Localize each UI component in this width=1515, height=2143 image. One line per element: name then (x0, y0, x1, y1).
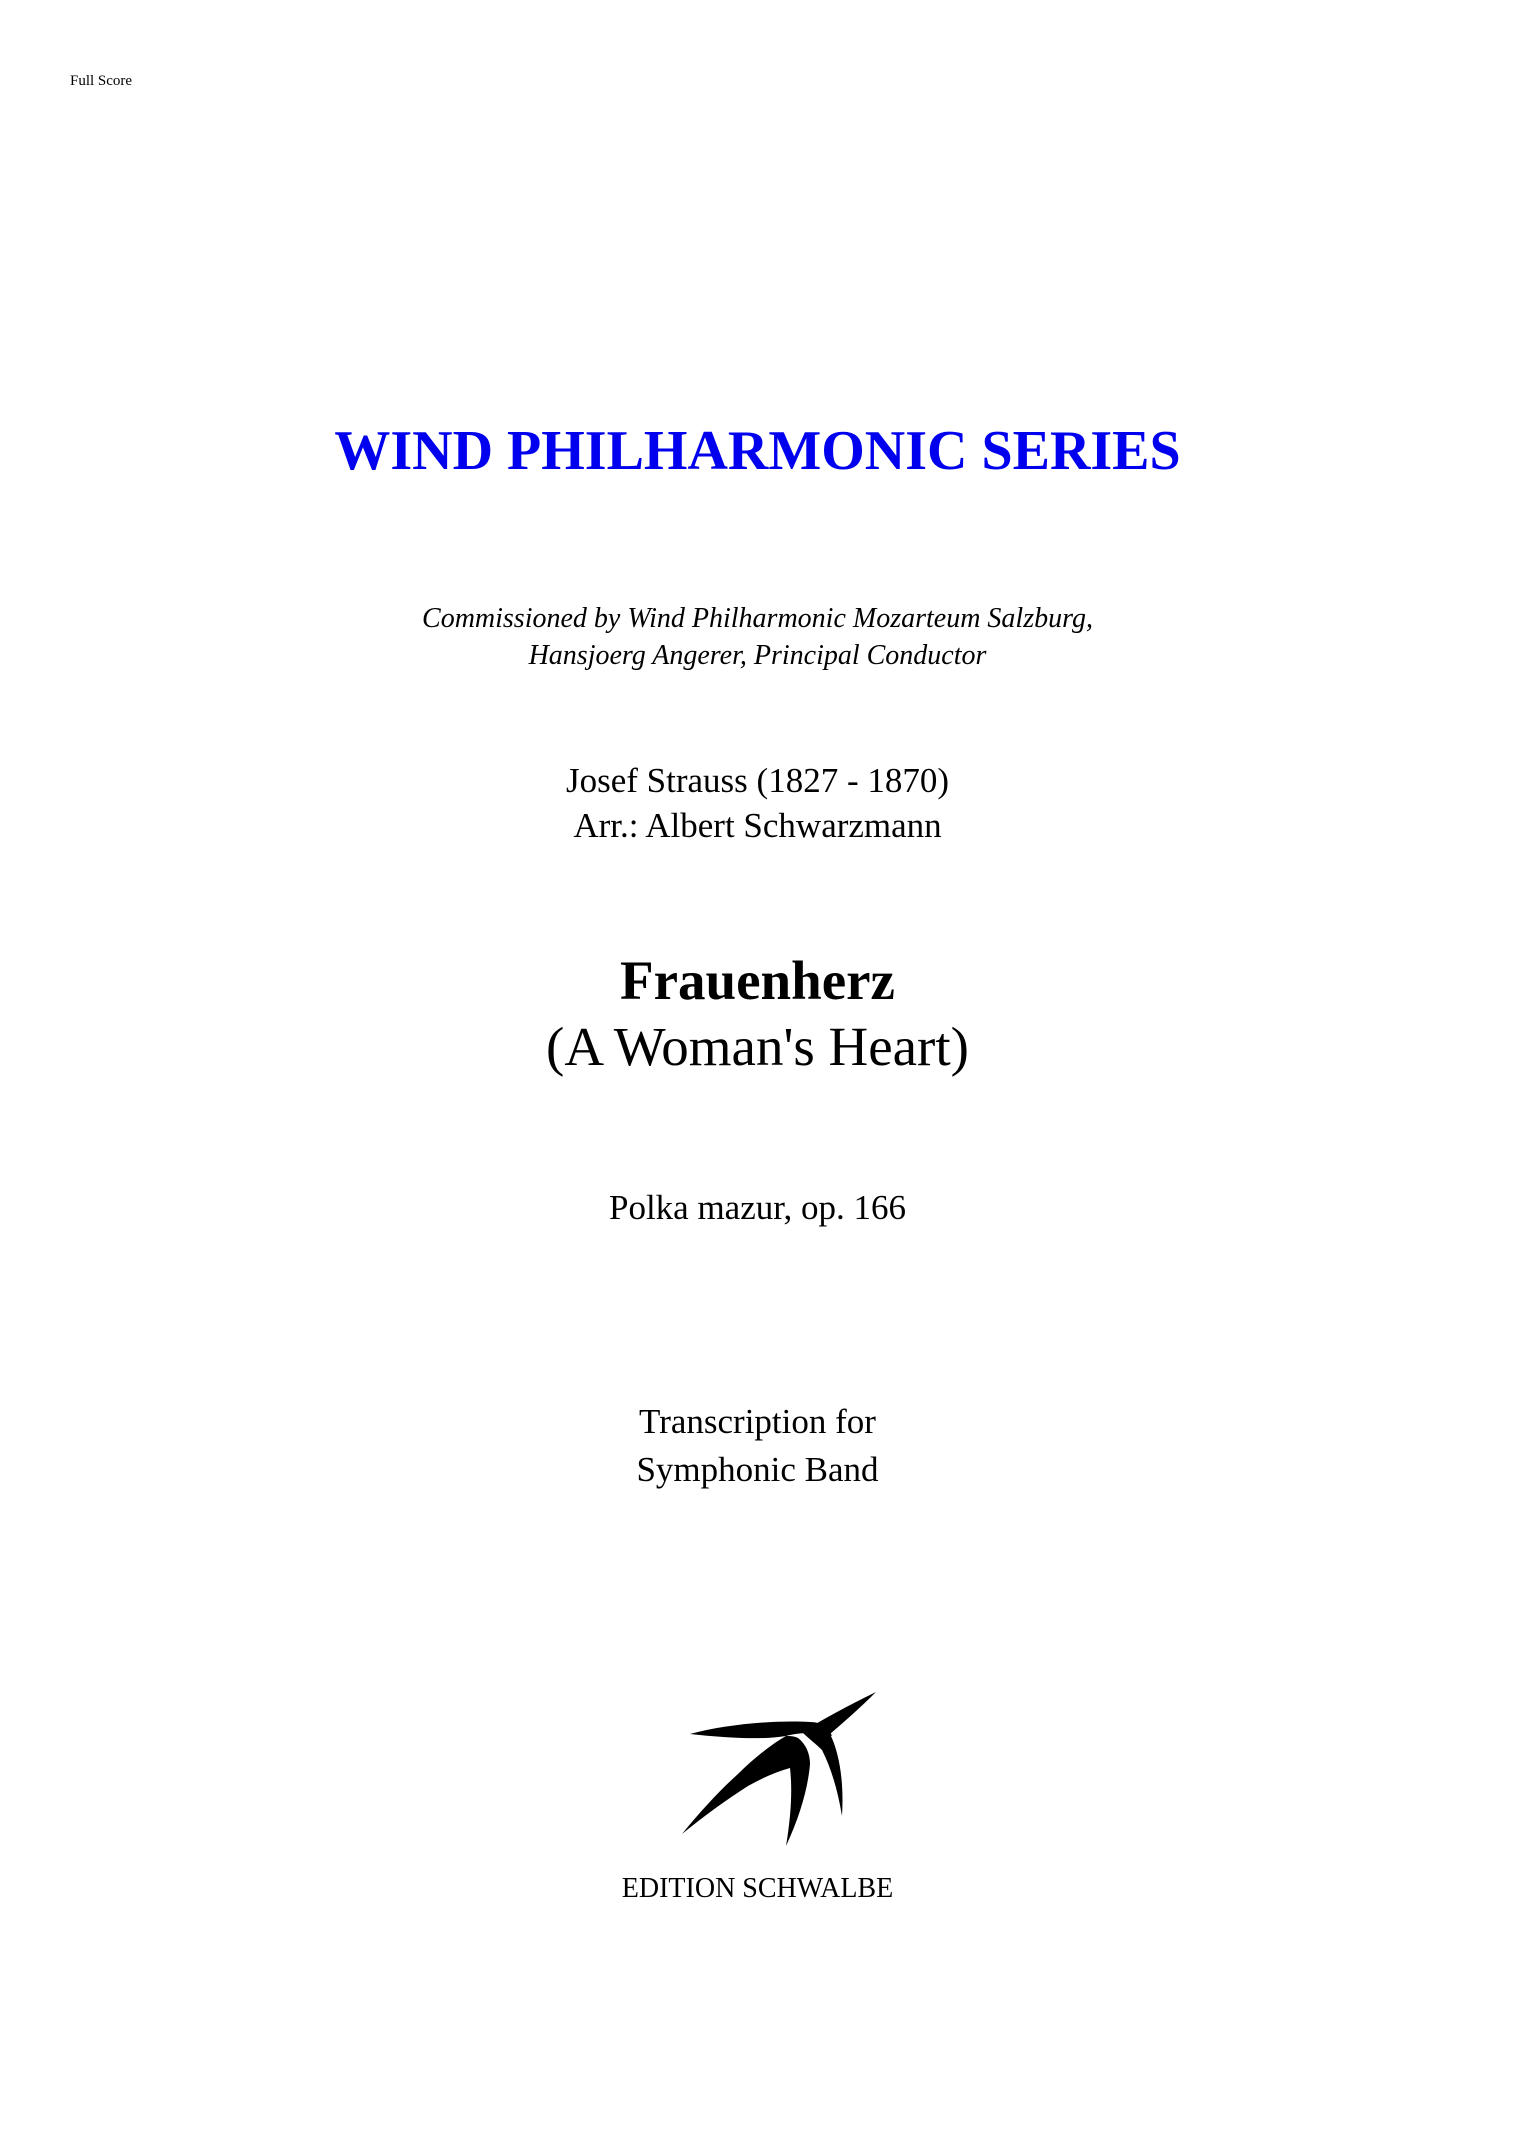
commission-line-2: Hansjoerg Angerer, Principal Conductor (528, 640, 987, 671)
score-type-label: Full Score (70, 73, 133, 89)
commission-note (0, 600, 1515, 674)
transcription-note (0, 1398, 1515, 1494)
work-title: Frauenherz (620, 950, 895, 1011)
publisher-name: EDITION SCHWALBE (621, 1873, 894, 1904)
transcription-line-1: Transcription for (639, 1402, 876, 1441)
composer-credit: Josef Strauss (1827 - 1870) (565, 761, 950, 800)
commission-line-1: Commissioned by Wind Philharmonic Mozarteum Salzburg, (422, 603, 1093, 634)
series-title: WIND PHILHARMONIC SERIES (334, 420, 1181, 482)
work-title-block (0, 948, 1515, 1080)
work-form: Polka mazur, op. 166 (608, 1188, 907, 1227)
work-subtitle: (A Woman's Heart) (546, 1016, 969, 1077)
transcription-line-2: Symphonic Band (636, 1450, 879, 1489)
arranger-credit: Arr.: Albert Schwarzmann (573, 806, 942, 845)
swallow-bird-icon (682, 1692, 877, 1847)
credits (0, 758, 1515, 848)
